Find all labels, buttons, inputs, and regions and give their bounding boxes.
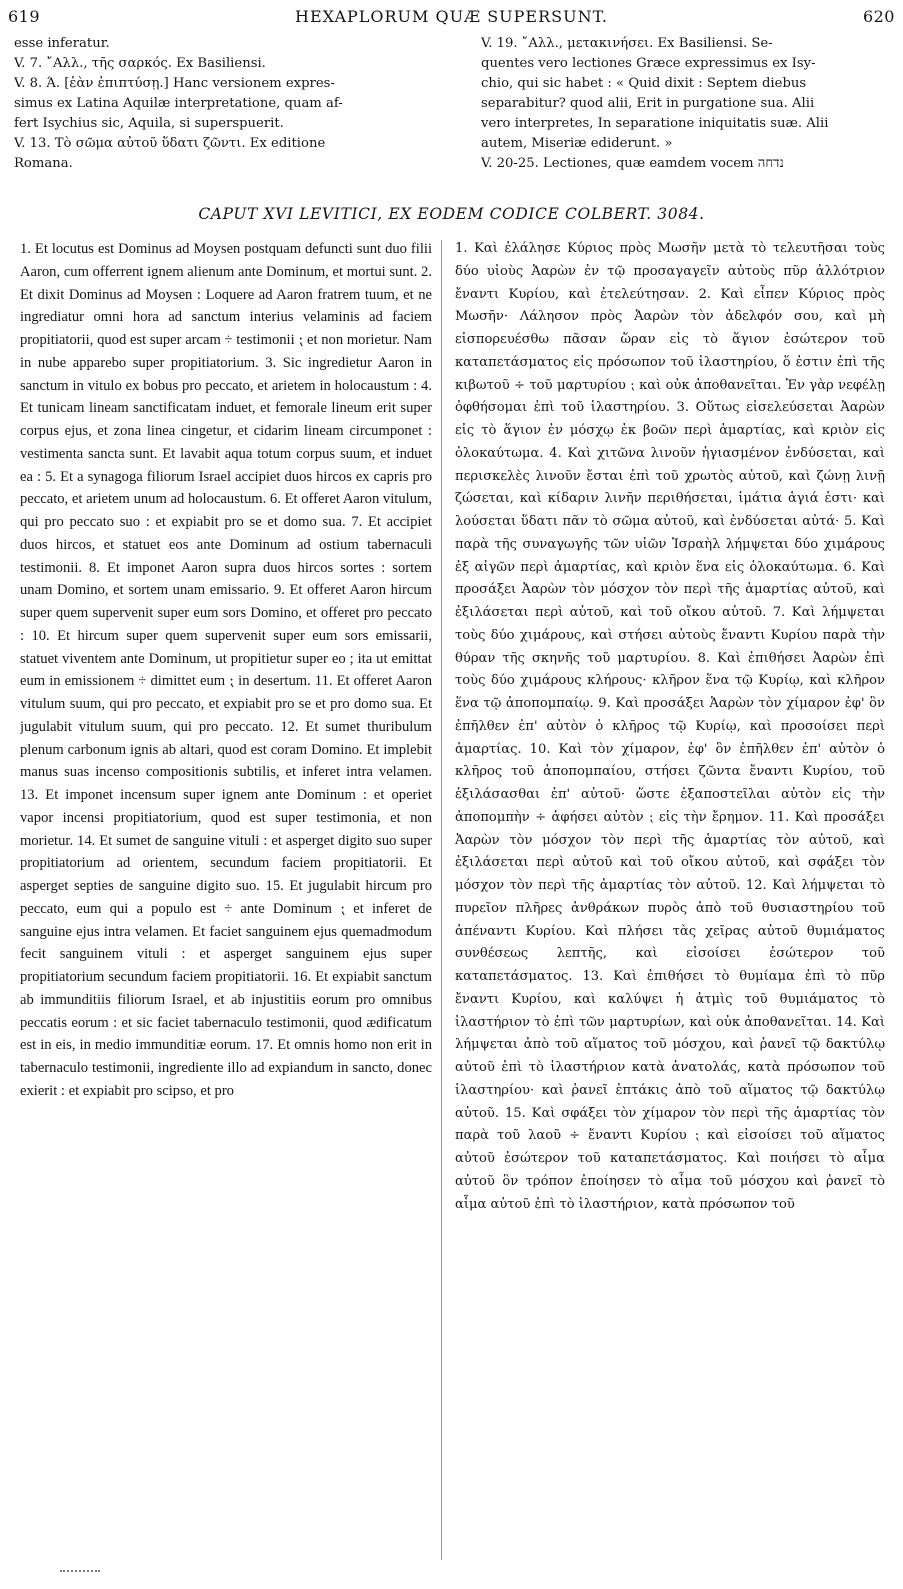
page-number-left: 619 bbox=[8, 6, 41, 26]
footnotes-section bbox=[14, 34, 895, 184]
note-line: V. 19. ῎Αλλ., μετακινήσει. Ex Basiliensi. Se- bbox=[481, 36, 773, 51]
running-title: HEXAPLORUM QUÆ SUPERSUNT. bbox=[294, 6, 608, 26]
footer-mark bbox=[60, 1570, 100, 1574]
note-line: fert Isychius sic, Aquila, si superspuerit. bbox=[14, 116, 284, 131]
note-line: V. 7. ῎Αλλ., τῆς σαρκός. Ex Basiliensi. bbox=[14, 56, 266, 71]
note-line: vero interpretes, In separatione iniquitatis suæ. Alii bbox=[481, 116, 829, 131]
note-line: V. 20-25. Lectiones, quæ eamdem vocem נדחה bbox=[481, 156, 784, 171]
latin-text-column: 1. Et locutus est Dominus ad Moysen postquam defuncti sunt duo filii Aaron, cum offerrent ignem alienum ante Dominum, et mortui sunt. 2. Et dixit Dominus ad Moysen : Loquere ad Aaron fratrem tuum, et ne ingrediatur omni hora ad sanctum interius velaminis ad faciem propitiatorii, quod est super arcam ÷ testimonii ⁏ et non morietur. Nam in nube apparebo super propitiatorium. 3. Sic ingredietur Aaron in sanctum in vitulo ex bobus pro peccato, et arietem in holocaustum : 4. Et tunicam lineam sanctificatam induet, et femorale lineum erit super corpus ejus, et zona linea cingetur, et cidarim lineam circumponet : vestimenta sancta sunt. Et lavabit aqua totum corpus suum, et induet ea : 5. Et a synagoga filiorum Israel accipiet duos hircos ex capris pro peccato, et arietem unum ad holocaustum. 6. Et offeret Aaron vitulum, qui pro peccato suo : et expiabit pro se et domo sua. 7. Et accipiet duos hircos, et statuet eos ante Dominum ad ostium tabernaculi testimonii. 8. Et imponet Aaron supra duos hircos sortes : sortem unam Domino, et sortem unam emissario. 9. Et offeret Aaron hircum super quem supervenit super eum sors Domino, et offeret pro peccato : 10. Et hircum super quem supervenit super eum sors emissarii, statuet viventem ante Dominum, ut propitietur super eo ; ita ut emittat eum in emissionem ÷ dimittet eum ⁏ in desertum. 11. Et offeret Aaron vitulum suum, qui pro peccato, et expiabit pro se et pro domo sua. Et jugulabit vitulum suum, qui pro peccato. 12. Et sumet thuribulum plenum carbonum ignis ab altari, quod est coram Domino. Et implebit manus suas incenso compositionis subtilis, et inferet intra velamen. 13. Et imponet incensum super ignem ante Dominum : et operiet vapor incensi propitiatorium, quod est super testimonia, et non morietur. 14. Et sumet de sanguine vituli : et asperget digito suo super propitiatorium ad orientem, secundum faciem propitiatorii. Et asperget septies de sanguine digito suo. 15. Et jugulabit hircum pro peccato, eum qui a populo est ÷ ante Dominum ⁏ et inferet de sanguine ejus intra velamen. Et faciet sanguinem ejus quemadmodum fecit sanguinem vituli : et asperget sanguinem ejus super propitiatorium secundum faciem propitiatorii. 16. Et expiabit sanctum ab immunditiis filiorum Israel, et ab injustitiis eorum pro omnibus peccatis eorum : et sic faciet tabernaculo testimonii, quod ædificatum est in eis, in medio immunditiæ eorum. 17. Et omnis homo non erit in tabernaculo testimonii, ingrediente illo ad expiandum in sancto, donec exierit : et expiabit pro scipso, et pro bbox=[20, 241, 432, 1099]
note-line: V. 8. Ά. [ἐὰν ἐπιπτύσῃ.] Hanc versionem expres- bbox=[14, 76, 335, 91]
note-line: separabitur? quod alii, Erit in purgatione sua. Alii bbox=[481, 96, 815, 111]
notes-left-column bbox=[14, 34, 434, 174]
page-header bbox=[8, 3, 895, 29]
note-line: chio, qui sic habet : « Quid dixit : Septem diebus bbox=[481, 76, 807, 91]
note-line: quentes vero lectiones Græce expressimus ex Isy- bbox=[481, 56, 816, 71]
chapter-title: CAPUT XVI LEVITICI, EX EODEM CODICE COLBERT. 3084. bbox=[198, 205, 705, 223]
note-line: Romana. bbox=[14, 156, 73, 171]
greek-text-column: 1. Καὶ ἐλάλησε Κύριος πρὸς Μωσῆν μετὰ τὸ τελευτῆσαι τοὺς δύο υἱοὺς Ἀαρὼν ἐν τῷ προσαγαγεῖν αὐτοὺς πῦρ ἀλλότριον ἔναντι Κυρίου, καὶ ἐτελεύτησαν. 2. Καὶ εἶπεν Κύριος πρὸς Μωσῆν· Λάλησον πρὸς Ἀαρὼν τὸν ἀδελφόν σου, καὶ μὴ εἰσπορευέσθω πᾶσαν ὥραν εἰς τὸ ἅγιον ἐσώτερον τοῦ καταπετάσματος εἰς πρόσωπον τοῦ ἱλαστηρίου, ὅ ἐστιν ἐπὶ τῆς κιβωτοῦ ÷ τοῦ μαρτυρίου ⁏ καὶ οὐκ ἀποθανεῖται. Ἐν γὰρ νεφέλῃ ὀφθήσομαι ἐπὶ τοῦ ἱλαστηρίου. 3. Οὕτως εἰσελεύσεται Ἀαρὼν εἰς τὸ ἅγιον ἐν μόσχῳ ἐκ βοῶν περὶ ἁμαρτίας, καὶ κριὸν εἰς ὁλοκαύτωμα. 4. Καὶ χιτῶνα λινοῦν ἡγιασμένον ἐνδύσεται, καὶ περισκελὲς λινοῦν ἔσται ἐπὶ τοῦ χρωτὸς αὐτοῦ, καὶ ζώνῃ λινῇ ζώσεται, καὶ κίδαριν λινῆν περιθήσεται, ἱμάτια ἁγιά ἐστι· καὶ λούσεται ὕδατι πᾶν τὸ σῶμα αὐτοῦ, καὶ ἐνδύσεται αὐτά· 5. Καὶ παρὰ τῆς συναγωγῆς τῶν υἱῶν Ἰσραὴλ λήμψεται δύο χιμάρους ἐξ αἰγῶν περὶ ἁμαρτίας, καὶ κριὸν ἕνα εἰς ὁλοκαύτωμα. 6. Καὶ προσάξει Ἀαρὼν τὸν μόσχον τὸν περὶ τῆς ἁμαρτίας αὐτοῦ, καὶ ἐξιλάσεται περὶ αὐτοῦ, καὶ τοῦ οἴκου αὐτοῦ. 7. Καὶ λήμψεται τοὺς δύο χιμάρους, καὶ στήσει αὐτοὺς ἔναντι Κυρίου παρὰ τὴν θύραν τῆς σκηνῆς τοῦ μαρτυρίου. 8. Καὶ ἐπιθήσει Ἀαρὼν ἐπὶ τοὺς δύο χιμάρους κλήρους· κλῆρον ἕνα τῷ Κυρίῳ, καὶ κλῆρον ἕνα τῷ ἀποπομπαίῳ. 9. Καὶ προσάξει Ἀαρὼν τὸν χίμαρον ἐφ' ὃν ἐπῆλθεν ἐπ' αὐτὸν ὁ κλῆρος τῷ Κυρίῳ, καὶ προσοίσει περὶ ἁμαρτίας. 10. Καὶ τὸν χίμαρον, ἐφ' ὃν ἐπῆλθεν ἐπ' αὐτὸν ὁ κλῆρος τοῦ ἀποπομπαίου, στήσει ζῶντα ἔναντι Κυρίου, τοῦ ἐξιλάσασθαι ἐπ' αὐτοῦ· ὥστε ἐξαποστεῖλαι αὐτὸν εἰς τὴν ἀποπομπὴν ÷ ἀφήσει αὐτὸν ⁏ εἰς τὴν ἔρημον. 11. Καὶ προσάξει Ἀαρὼν τὸν μόσχον τὸν περὶ τῆς ἁμαρτίας τὸν αὐτοῦ, καὶ ἐξιλάσεται περὶ αὐτοῦ καὶ τοῦ οἴκου αὐτοῦ, καὶ σφάξει τὸν μόσχον τὸν περὶ τῆς ἁμαρτίας τὸν αὐτοῦ. 12. Καὶ λήμψεται τὸ πυρεῖον πλῆρες ἀνθράκων πυρὸς ἀπὸ τοῦ θυσιαστηρίου τοῦ ἀπέναντι Κυρίου. Καὶ πλήσει τὰς χεῖρας αὐτοῦ θυμιάματος συνθέσεως λεπτῆς, καὶ εἰσοίσει ἐσώτερον τοῦ καταπετάσματος. 13. Καὶ ἐπιθήσει τὸ θυμίαμα ἐπὶ τὸ πῦρ ἔναντι Κυρίου, καὶ καλύψει ἡ ἀτμὶς τοῦ θυμιάματος τὸ ἱλαστήριον τὸ ἐπὶ τῶν μαρτυρίων, καὶ οὐκ ἀποθανεῖται. 14. Καὶ λήμψεται ἀπὸ τοῦ αἵματος τοῦ μόσχου, καὶ ῥανεῖ τῷ δακτύλῳ αὐτοῦ ἐπὶ τὸ ἱλαστήριον κατὰ ἀνατολάς, κατὰ πρόσωπον τοῦ ἱλαστηρίου· καὶ ῥανεῖ ἑπτάκις ἀπὸ τοῦ αἵματος τῷ δακτύλῳ αὐτοῦ. 15. Καὶ σφάξει τὸν χίμαρον τὸν περὶ τῆς ἁμαρτίας τὸν παρὰ τοῦ λαοῦ ÷ ἔναντι Κυρίου ⁏ καὶ εἰσοίσει τοῦ αἵματος αὐτοῦ ἐσώτερον τοῦ καταπετάσματος. Καὶ ποιήσει τὸ αἷμα αὐτοῦ ὃν τρόπον ἐποίησεν τὸ αἷμα τοῦ μόσχου καὶ ῥανεῖ τὸ αἷμα αὐτοῦ ἐπὶ τὸ ἱλαστήριον, κατὰ πρόσωπον τοῦ bbox=[455, 241, 885, 1212]
column-divider bbox=[441, 240, 442, 1560]
note-line: autem, Miseriæ ediderunt. » bbox=[481, 136, 673, 151]
page-number-right: 620 bbox=[862, 6, 895, 26]
note-line: V. 13. Τὸ σῶμα αὐτοῦ ὕδατι ζῶντι. Ex editione bbox=[14, 136, 326, 151]
notes-right-column bbox=[481, 34, 895, 174]
note-line: esse inferatur. bbox=[14, 36, 110, 51]
note-line: simus ex Latina Aquilæ interpretatione, quam af- bbox=[14, 96, 343, 111]
